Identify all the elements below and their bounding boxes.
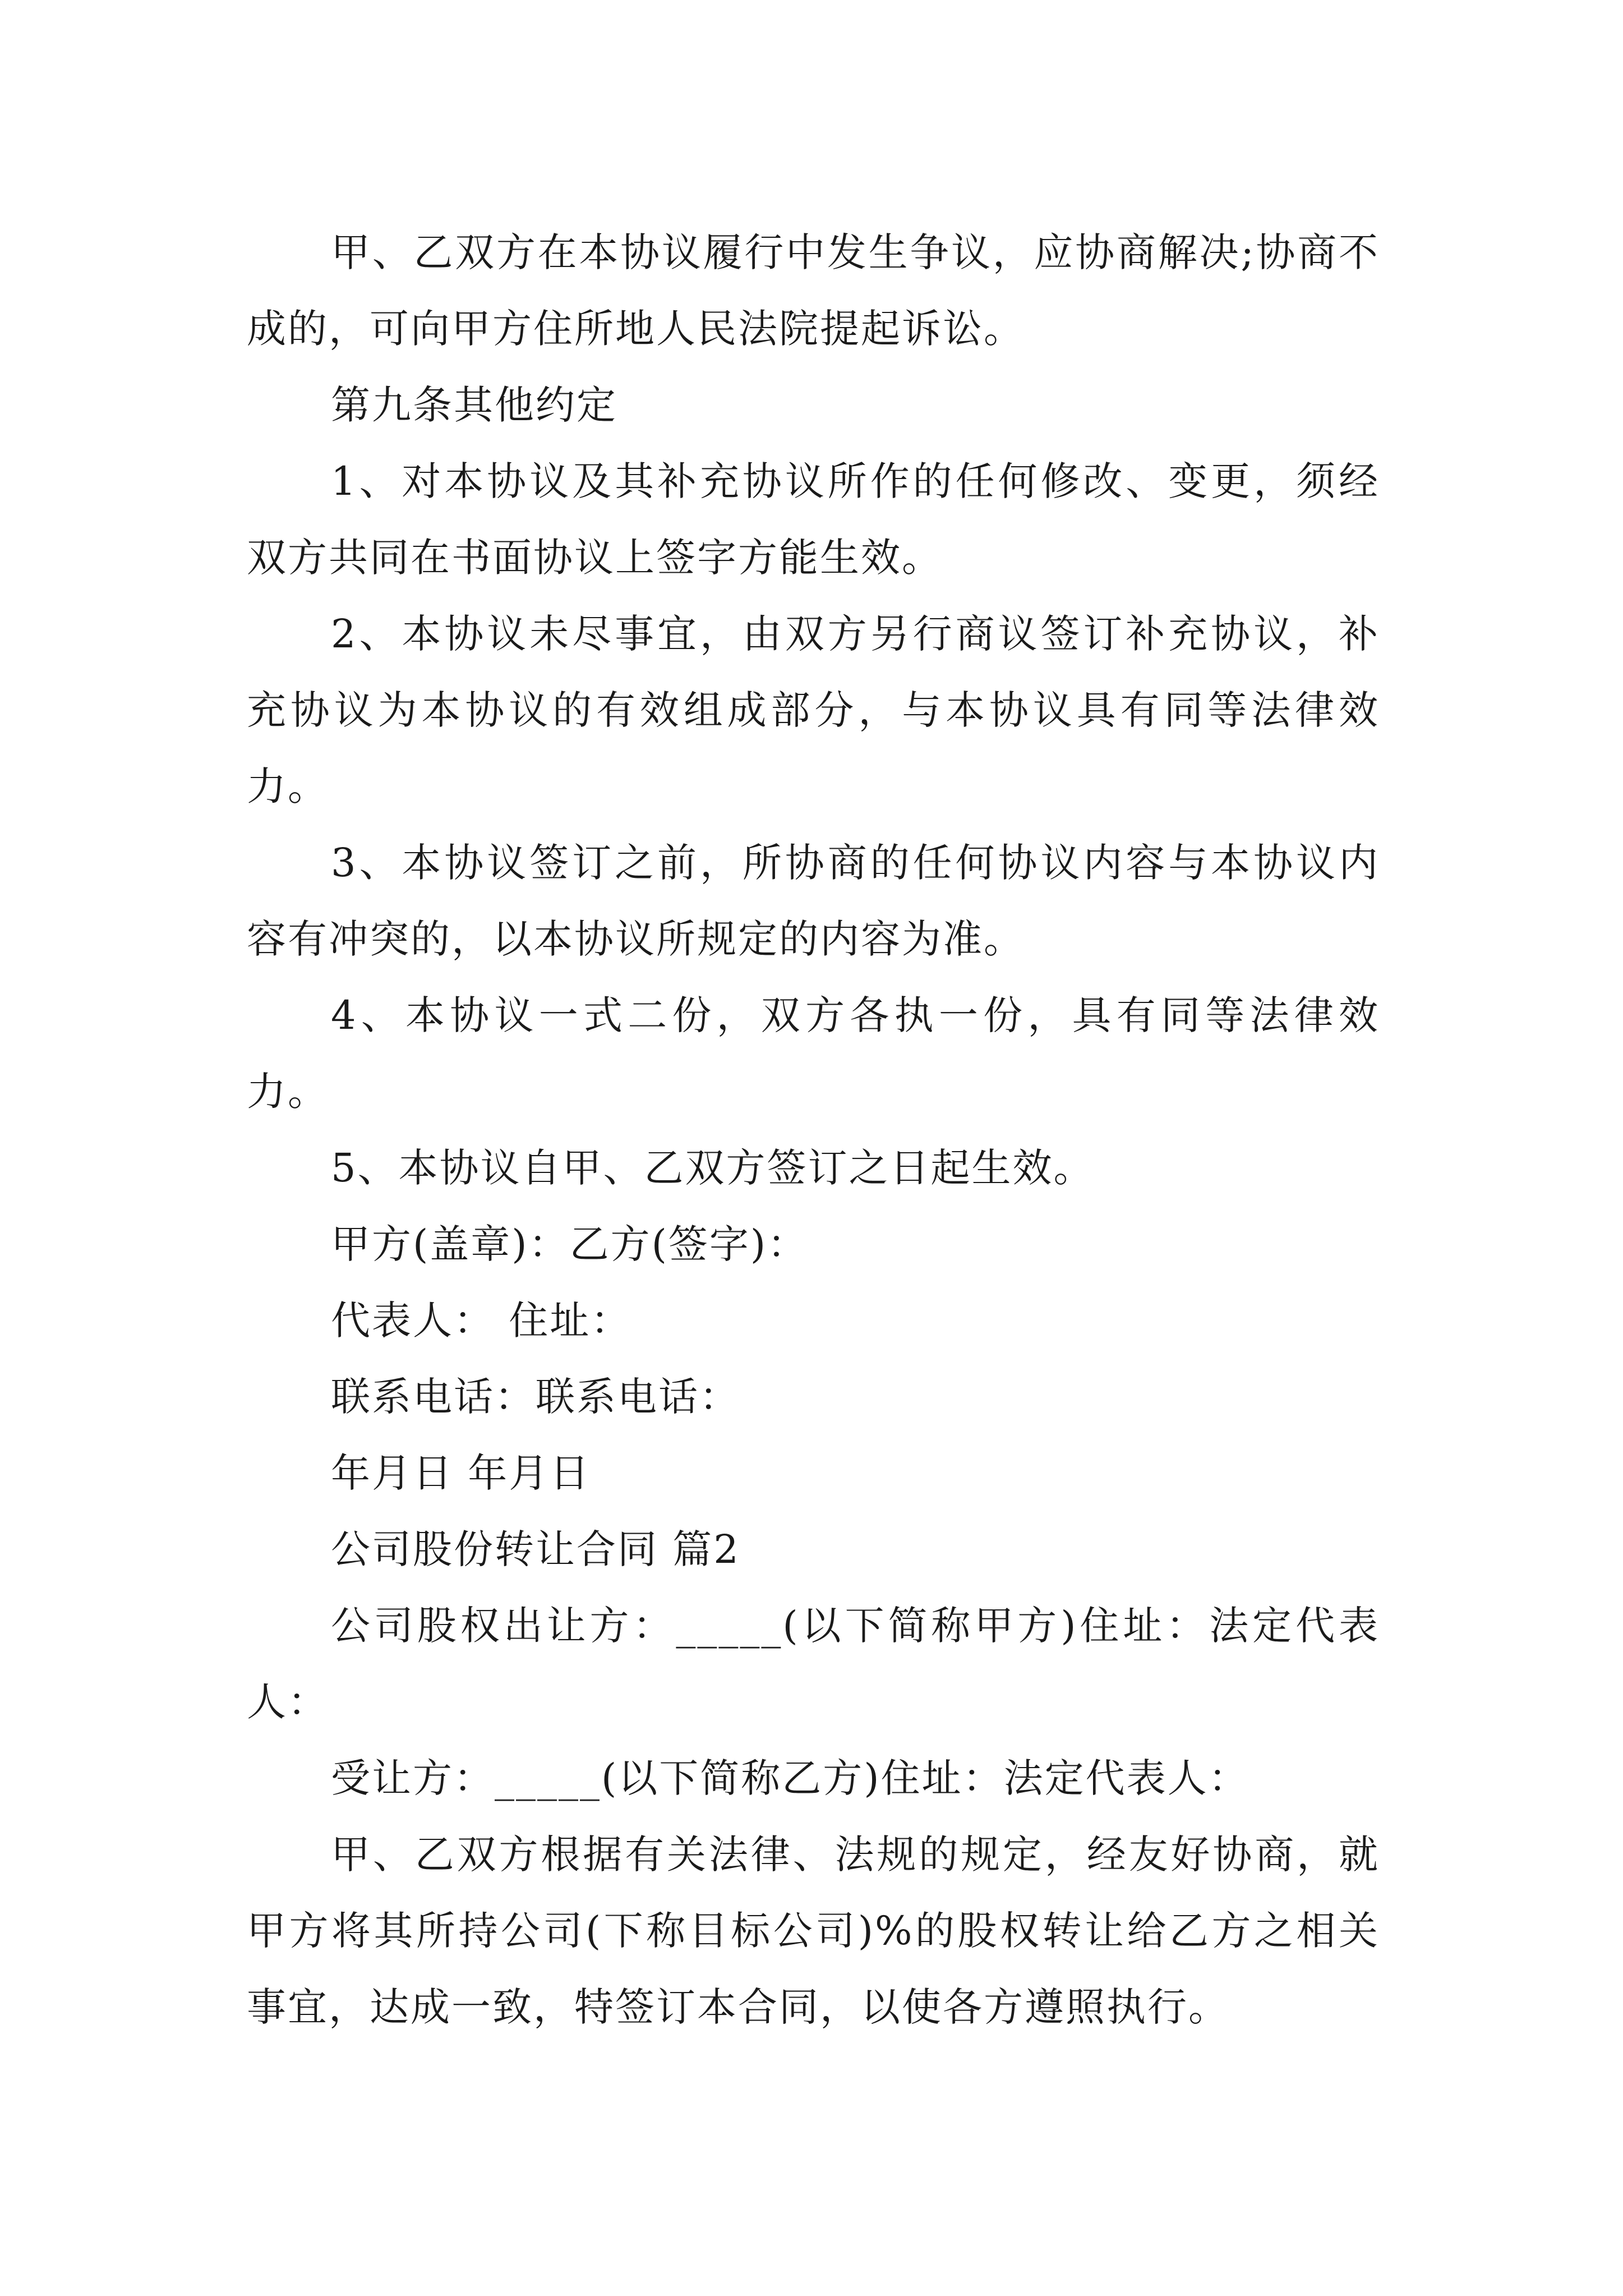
paragraph-clause-3: 3、本协议签订之前，所协商的任何协议内容与本协议内容有冲突的，以本协议所规定的内容为准。 [247,840,1380,962]
paragraph-clause-5: 5、本协议自甲、乙双方签订之日起生效。 [331,1145,1095,1191]
paragraph-transferee: 受让方：_____(以下简称乙方)住址：法定代表人： [331,1755,1249,1801]
paragraph-clause-2: 2、本协议未尽事宜，由双方另行商议签订补充协议，补充协议为本协议的有效组成部分，与本协议具有同等法律效力。 [247,611,1380,809]
section-heading-article-9: 第九条其他约定 [331,382,617,428]
paragraph-clause-4: 4、本协议一式二份，双方各执一份，具有同等法律效力。 [247,992,1380,1115]
signature-representative-line: 代表人： 住址： [331,1297,632,1343]
contract-title-part-2: 公司股份转让合同 篇2 [331,1526,740,1572]
paragraph-transferor: 公司股权出让方：_____(以下简称甲方)住址：法定代表人： [247,1603,1380,1725]
paragraph-dispute-resolution: 甲、乙双方在本协议履行中发生争议，应协商解决;协商不成的，可向甲方住所地人民法院提起诉讼。 [247,229,1380,352]
document-body [247,214,1380,2045]
paragraph-clause-1: 1、对本协议及其补充协议所作的任何修改、变更，须经双方共同在书面协议上签字方能生效。 [247,458,1380,581]
paragraph-preamble: 甲、乙双方根据有关法律、法规的规定，经友好协商，就甲方将其所持公司(下称目标公司)%的股权转让给乙方之相关事宜，达成一致，特签订本合同，以使各方遵照执行。 [247,1832,1380,2030]
signature-party-line: 甲方(盖章)：乙方(签字)： [331,1221,809,1267]
signature-phone-line: 联系电话：联系电话： [331,1374,740,1420]
signature-date-line: 年月日 年月日 [331,1450,591,1496]
